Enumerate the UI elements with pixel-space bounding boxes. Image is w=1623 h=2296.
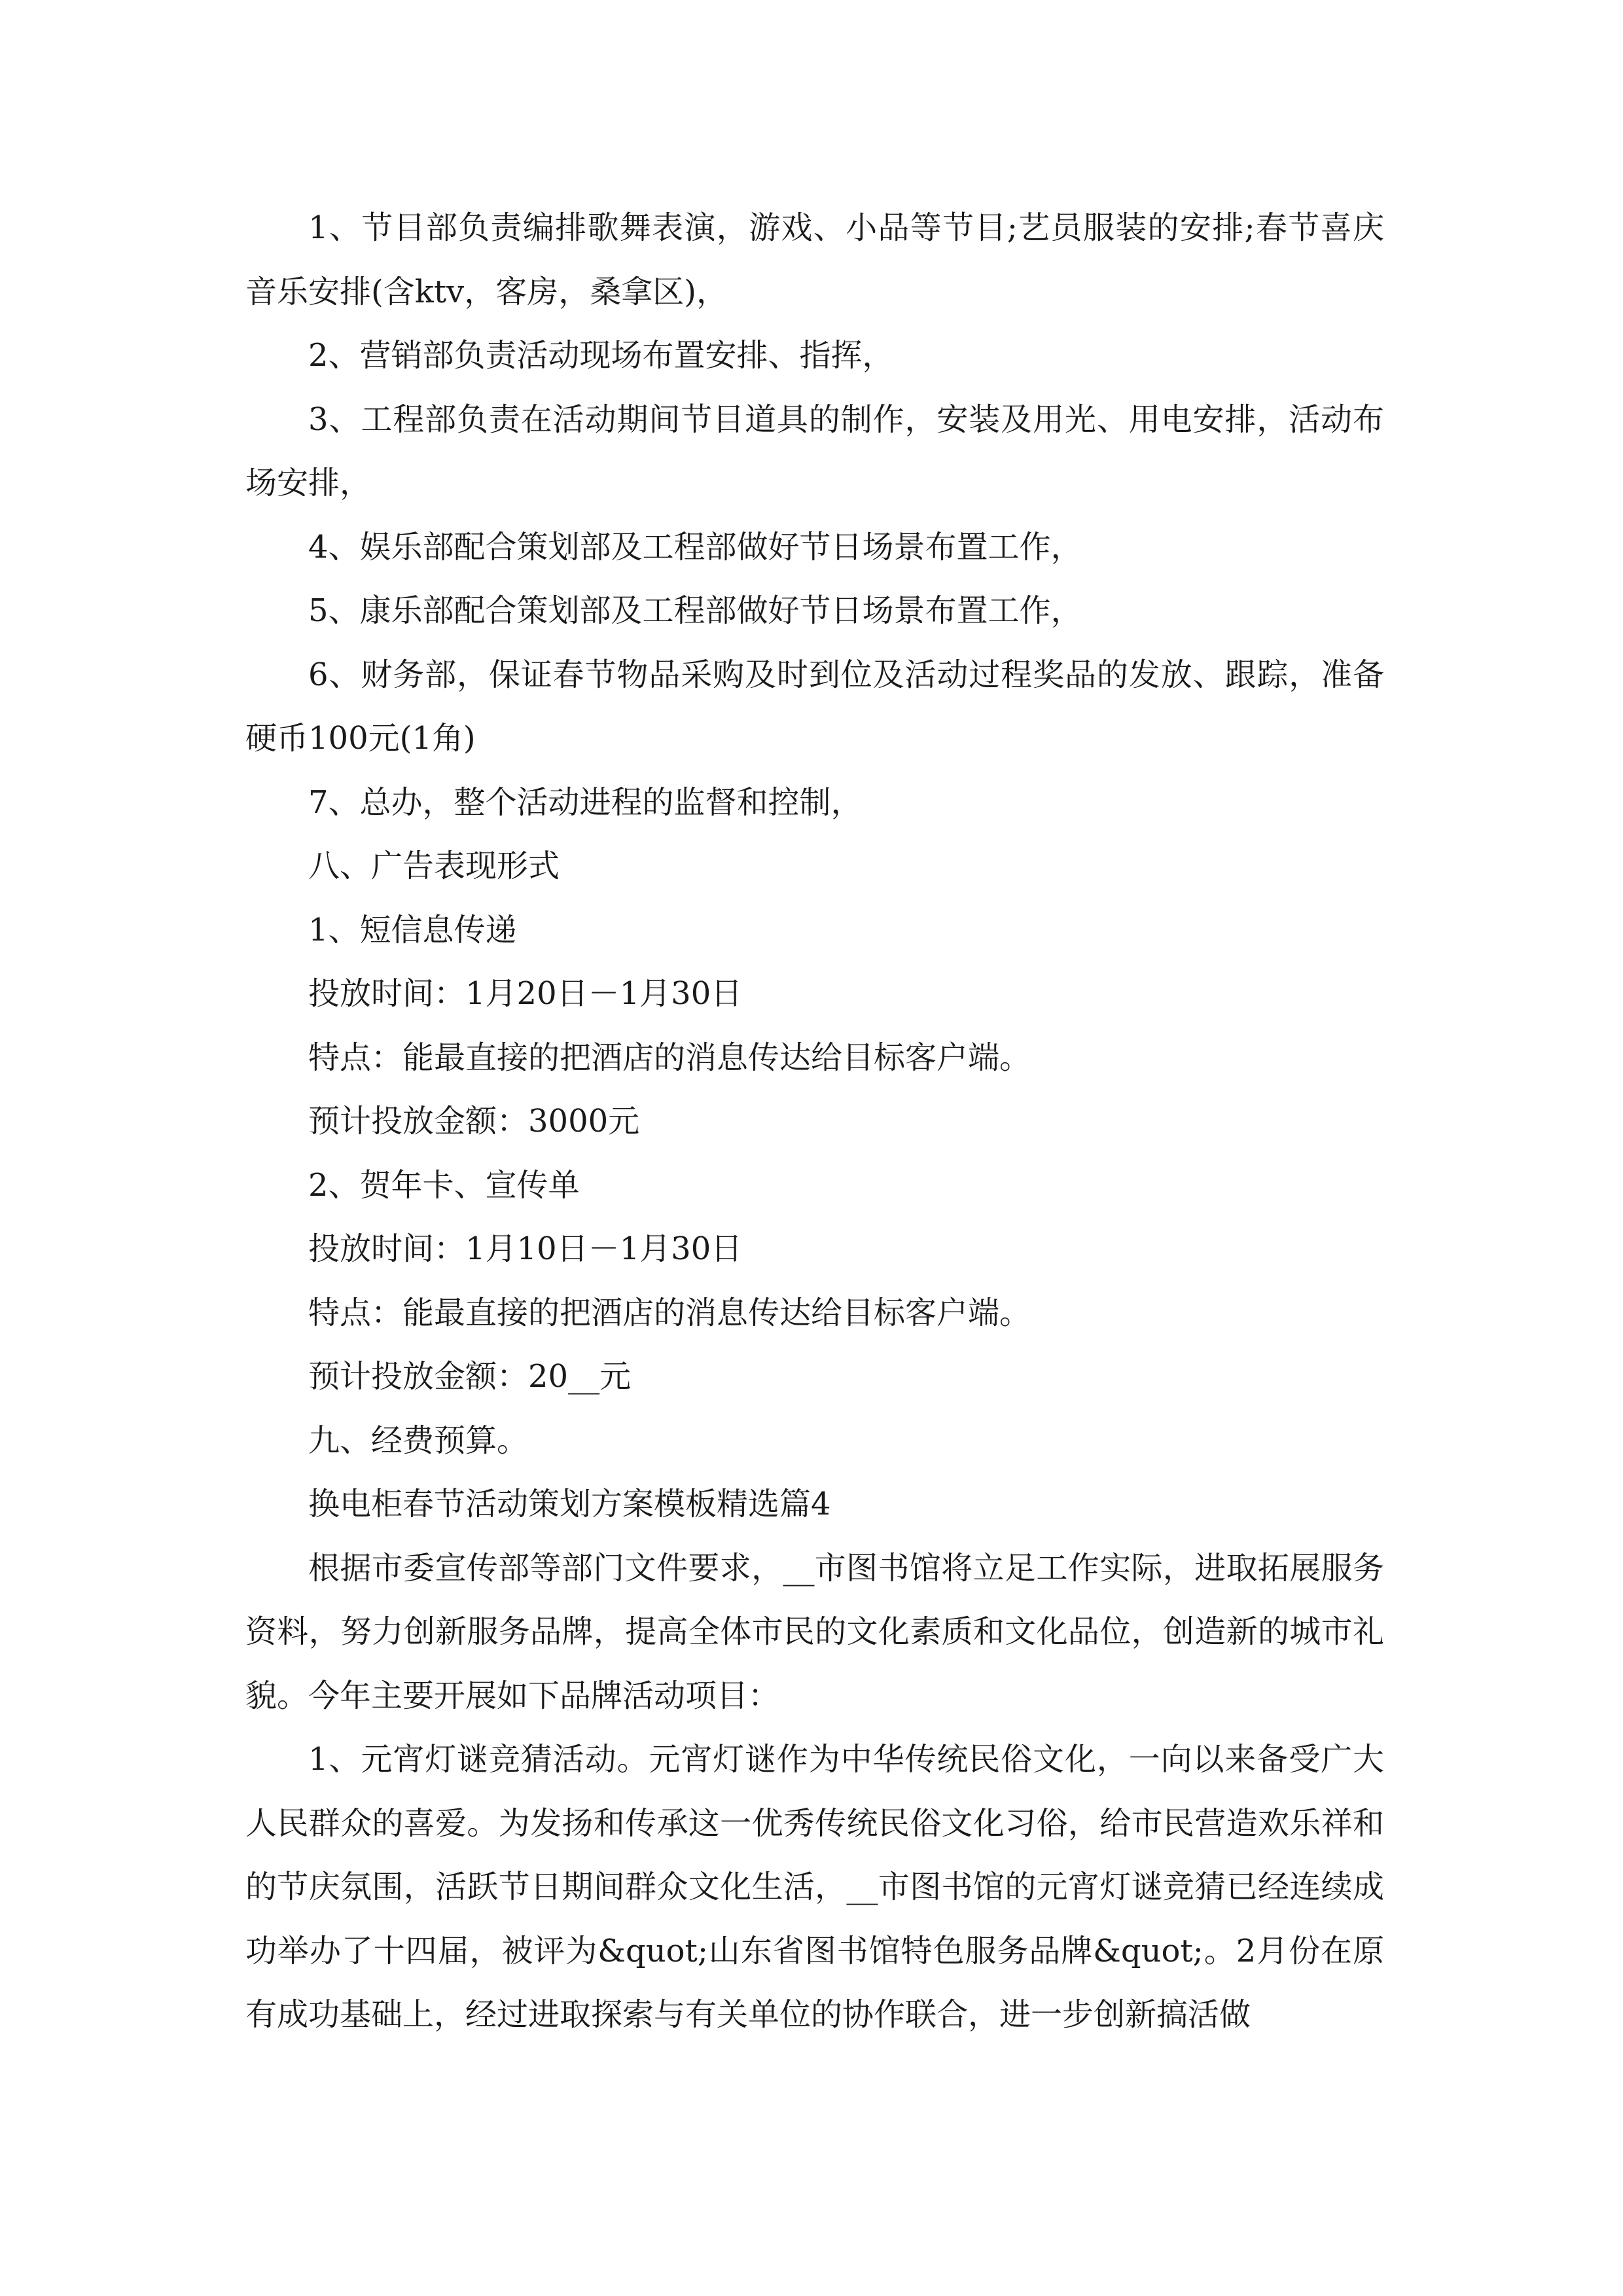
document-body bbox=[245, 196, 1384, 2047]
section-heading: 九、经费预算。 bbox=[308, 1422, 529, 1459]
paragraph: 4、娱乐部配合策划部及工程部做好节日场景布置工作， bbox=[308, 528, 1082, 565]
paragraph: 预计投放金额：3000元 bbox=[308, 1103, 640, 1139]
paragraph: 3、工程部负责在活动期间节目道具的制作，安装及用光、用电安排，活动布场安排， bbox=[245, 401, 1384, 501]
paragraph: 特点：能最直接的把酒店的消息传达给目标客户端。 bbox=[308, 1294, 1031, 1331]
paragraph: 7、总办，整个活动进程的监督和控制， bbox=[308, 783, 863, 821]
paragraph: 1、元宵灯谜竞猜活动。元宵灯谜作为中华传统民俗文化，一向以来备受广大人民群众的喜爱。为发扬和传承这一优秀传统民俗文化习俗，给市民营造欢乐祥和的节庆氛围，活跃节日期间群众文化生活，__市图书馆的元宵灯谜竞猜已经连续成功举办了十四届，被评为&quot;山东省图书馆特色服务品牌&quot;。2月份在原有成功基础上，经过进取探索与有关单位的协作联合，进一步创新搞活做 bbox=[245, 1741, 1384, 2033]
paragraph: 2、贺年卡、宣传单 bbox=[308, 1166, 580, 1204]
paragraph: 6、财务部，保证春节物品采购及时到位及活动过程奖品的发放、跟踪，准备硬币100元(1角) bbox=[245, 656, 1384, 757]
paragraph: 2、营销部负责活动现场布置安排、指挥， bbox=[308, 337, 894, 374]
paragraph: 预计投放金额：20__元 bbox=[308, 1358, 632, 1395]
paragraph: 特点：能最直接的把酒店的消息传达给目标客户端。 bbox=[308, 1039, 1031, 1076]
paragraph: 投放时间：1月10日－1月30日 bbox=[308, 1230, 743, 1267]
paragraph: 根据市委宣传部等部门文件要求，__市图书馆将立足工作实际，进取拓展服务资料，努力创新服务品牌，提高全体市民的文化素质和文化品位，创造新的城市礼貌。今年主要开展如下品牌活动项目： bbox=[245, 1549, 1384, 1714]
article-title: 换电柜春节活动策划方案模板精选篇4 bbox=[308, 1486, 831, 1522]
section-heading: 八、广告表现形式 bbox=[308, 848, 560, 884]
paragraph: 5、康乐部配合策划部及工程部做好节日场景布置工作， bbox=[308, 592, 1082, 629]
paragraph: 1、短信息传递 bbox=[308, 911, 517, 948]
paragraph: 1、节目部负责编排歌舞表演，游戏、小品等节目;艺员服装的安排;春节喜庆音乐安排(含ktv，客房，桑拿区)， bbox=[245, 209, 1384, 310]
paragraph: 投放时间：1月20日－1月30日 bbox=[308, 975, 743, 1012]
